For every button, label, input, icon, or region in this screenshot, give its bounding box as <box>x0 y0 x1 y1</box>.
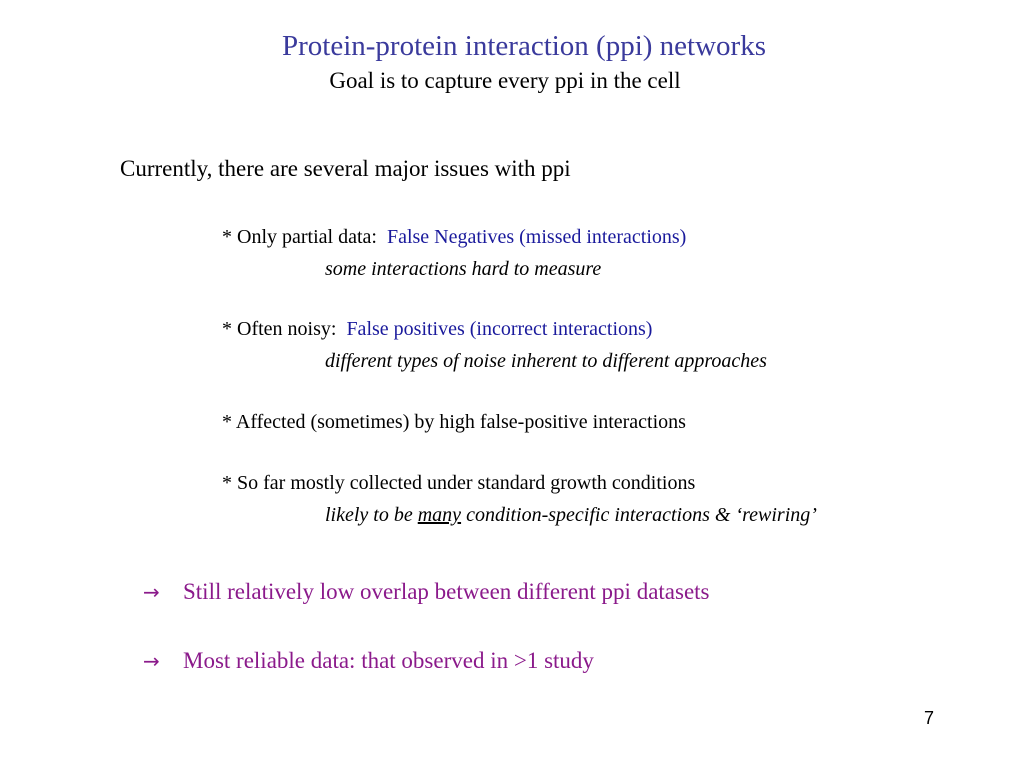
issue-detail <box>325 504 817 527</box>
issue-prefix: * Often noisy: <box>222 318 337 340</box>
page-number: 7 <box>924 708 935 728</box>
intro-text: Currently, there are several major issues with ppi <box>120 156 571 181</box>
conclusion-text: Most reliable data: that observed in >1 study <box>183 648 594 673</box>
issue-partial-data <box>222 226 686 249</box>
issue-detail: some interactions hard to measure <box>325 258 602 280</box>
detail-emphasis: many <box>417 504 462 526</box>
issue-detail: different types of noise inherent to different approaches <box>325 350 767 372</box>
issue-prefix: * So far mostly collected under standard growth conditions <box>222 472 696 494</box>
issue-highlight: False Negatives (missed interactions) <box>386 226 687 248</box>
issue-noisy <box>222 318 652 341</box>
issue-highlight: False positives (incorrect interactions) <box>346 318 653 340</box>
issue-prefix: * Only partial data: <box>222 226 377 248</box>
conclusion-overlap <box>143 579 710 605</box>
right-arrow-icon: → <box>143 580 160 604</box>
issue-prefix: * Affected (sometimes) by high false-positive interactions <box>222 411 686 433</box>
right-arrow-icon: → <box>143 649 160 673</box>
issue-false-positive <box>222 411 686 434</box>
issue-growth-conditions <box>222 472 695 495</box>
detail-after: condition-specific interactions & ‘rewiring’ <box>466 504 817 526</box>
conclusion-text: Still relatively low overlap between different ppi datasets <box>183 579 710 604</box>
conclusion-reliable <box>143 648 594 674</box>
detail-before: likely to be <box>325 504 413 526</box>
slide-subtitle: Goal is to capture every ppi in the cell <box>329 68 681 93</box>
slide-title: Protein-protein interaction (ppi) networks <box>281 30 766 62</box>
